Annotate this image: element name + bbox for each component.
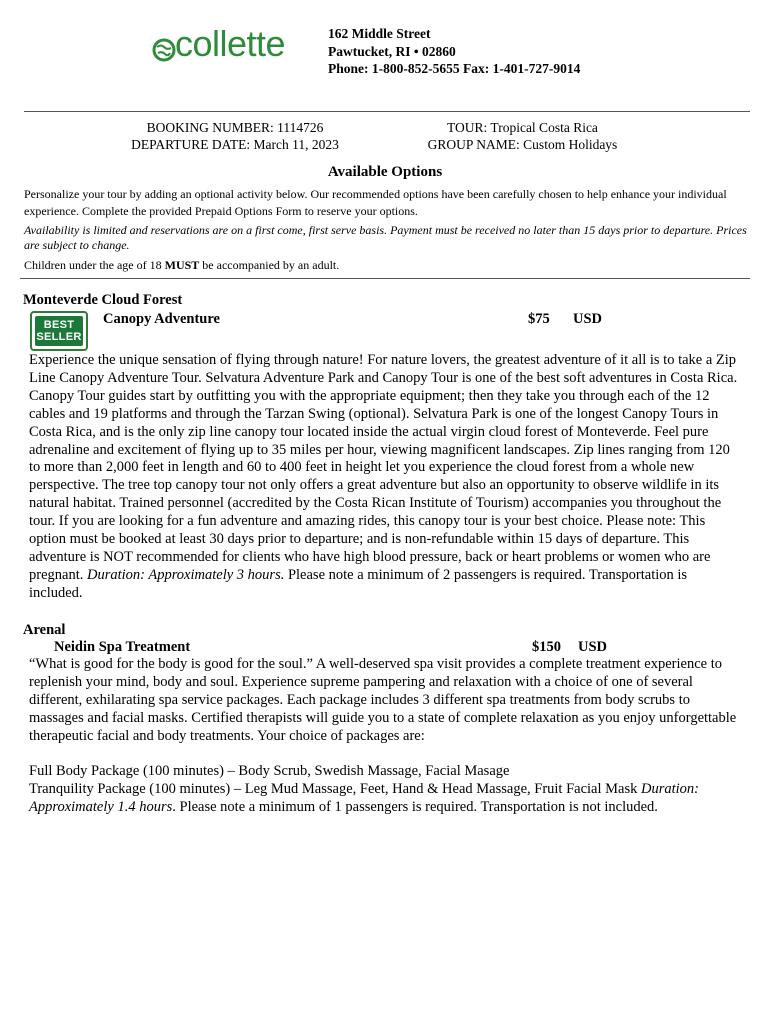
children-post: be accompanied by an adult. bbox=[199, 258, 340, 272]
activity-name: Canopy Adventure bbox=[103, 311, 220, 327]
collette-logo bbox=[152, 23, 312, 68]
description-text: Experience the unique sensation of flying through nature! For nature lovers, the greatest adventure of it all is to take a Zip Line Canopy Adventure Tour. Selvatura Adventure Park and Canopy Tour is one of the best soft adventures in Costa Rica. Canopy Tour guides start by outfitting you with the appropriate equipment; then they take you through each of the 12 cables and 19 platforms and through the Tarzan Swing (optional). Selvatura Park is one of the longest Canopy Tours in Costa Rica, and is the only zip line canopy tour located inside the actual virgin cloud forest of Monteverde. Feel pure adrenaline and excitement of flying up to 35 miles per hour, viewing magnificent landscapes. Zip lines ranging from 120 to more than 2,000 feet in length and 60 to 400 feet in height let you experience the cloud forest from a whole new perspective. The tree top canopy tour not only offers a great adventure but also an opportunity to observe wildlife in its natural habitat. Trained personnel (accredited by the Costa Rican Institute of Tourism) accompanies you throughout the tour. If you are looking for a fun adventure and amazing rides, this canopy tour is your best choice. Please note: This option must be booked at least 30 days prior to departure; and is non-refundable within 15 days of departure. This adventure is NOT recommended for clients who have high blood pressure, back or heart problems or women who are pregnant. bbox=[29, 352, 738, 583]
package-item: Full Body Package (100 minutes) – Body Scrub, Swedish Massage, Facial Masage bbox=[29, 763, 510, 779]
children-must: MUST bbox=[164, 258, 200, 272]
globe-icon bbox=[152, 38, 176, 62]
tour-name: TOUR: Tropical Costa Rica bbox=[447, 120, 598, 135]
activity-currency: USD bbox=[573, 311, 603, 327]
closing-text: Please note a minimum of 2 passengers is required. Transportation is included. bbox=[29, 566, 688, 601]
booking-info bbox=[90, 119, 380, 153]
available-options-title: Available Options bbox=[327, 164, 443, 180]
activity-location: Arenal bbox=[23, 622, 66, 638]
activity-description: “What is good for the body is good for the soul.” A well-deserved spa visit provides a complete treatment experience to replenish your mind, body and soul. Experience supreme pampering and relaxation with a choice of one of several different, exhilarating spa service packages. Each package includes 3 different spa treatments from body scrubs to massages and facial masks. Certified therapists will guide you to a state of complete relaxation as you enjoy unforgettable therapeutic facial and body treatments. Your choice of packages are: bbox=[29, 656, 737, 744]
closing-text: . Please note a minimum of 1 passengers is required. Transportation is not included. bbox=[172, 798, 658, 815]
duration-text: Duration: Approximately 1.4 hours bbox=[29, 780, 699, 815]
activity-price: $150 bbox=[532, 639, 561, 655]
availability-note: Availability is limited and reservations are on a first come, first serve basis. Payment must be received no later than 15 days prior to departure. Prices are subject to change. bbox=[24, 223, 747, 252]
options-divider bbox=[20, 278, 750, 279]
address-line2: Pawtucket, RI • 02860 bbox=[328, 43, 456, 59]
activity-price: $75 bbox=[528, 311, 550, 327]
package-item: Tranquility Package (100 minutes) – Leg Mud Massage, Feet, Hand & Head Massage, Fruit Facial Mask bbox=[29, 780, 641, 797]
duration-text: Duration: Approximately 3 hours. bbox=[86, 566, 285, 583]
badge-line1: BEST bbox=[43, 319, 75, 331]
header-divider bbox=[24, 111, 750, 112]
activity-location: Monteverde Cloud Forest bbox=[23, 292, 183, 308]
address-line1: 162 Middle Street bbox=[328, 26, 431, 41]
badge-line2: SELLER bbox=[36, 331, 82, 343]
best-seller-badge-inner bbox=[35, 316, 83, 346]
best-seller-badge bbox=[30, 311, 88, 351]
children-pre: Children under the age of 18 bbox=[24, 258, 165, 272]
activity-currency: USD bbox=[578, 639, 608, 655]
activity-description bbox=[29, 352, 744, 603]
children-note bbox=[24, 258, 754, 273]
group-name: GROUP NAME: Custom Holidays bbox=[427, 137, 618, 152]
company-address bbox=[328, 25, 580, 78]
departure-date: DEPARTURE DATE: March 11, 2023 bbox=[131, 137, 339, 152]
tour-info bbox=[395, 119, 650, 153]
package-item-with-duration bbox=[29, 781, 744, 817]
activity-name: Neidin Spa Treatment bbox=[54, 639, 191, 655]
booking-number: BOOKING NUMBER: 1114726 bbox=[146, 120, 324, 135]
logo-text: collette bbox=[175, 23, 286, 64]
phone-fax-line: Phone: 1-800-852-5655 Fax: 1-401-727-9014 bbox=[328, 61, 581, 76]
spa-packages bbox=[29, 763, 744, 817]
options-intro: Personalize your tour by adding an optional activity below. Our recommended options have been carefully chosen to help enhance your individual experience. Complete the provided Prepaid Options Form to reserve your options. bbox=[24, 187, 727, 218]
